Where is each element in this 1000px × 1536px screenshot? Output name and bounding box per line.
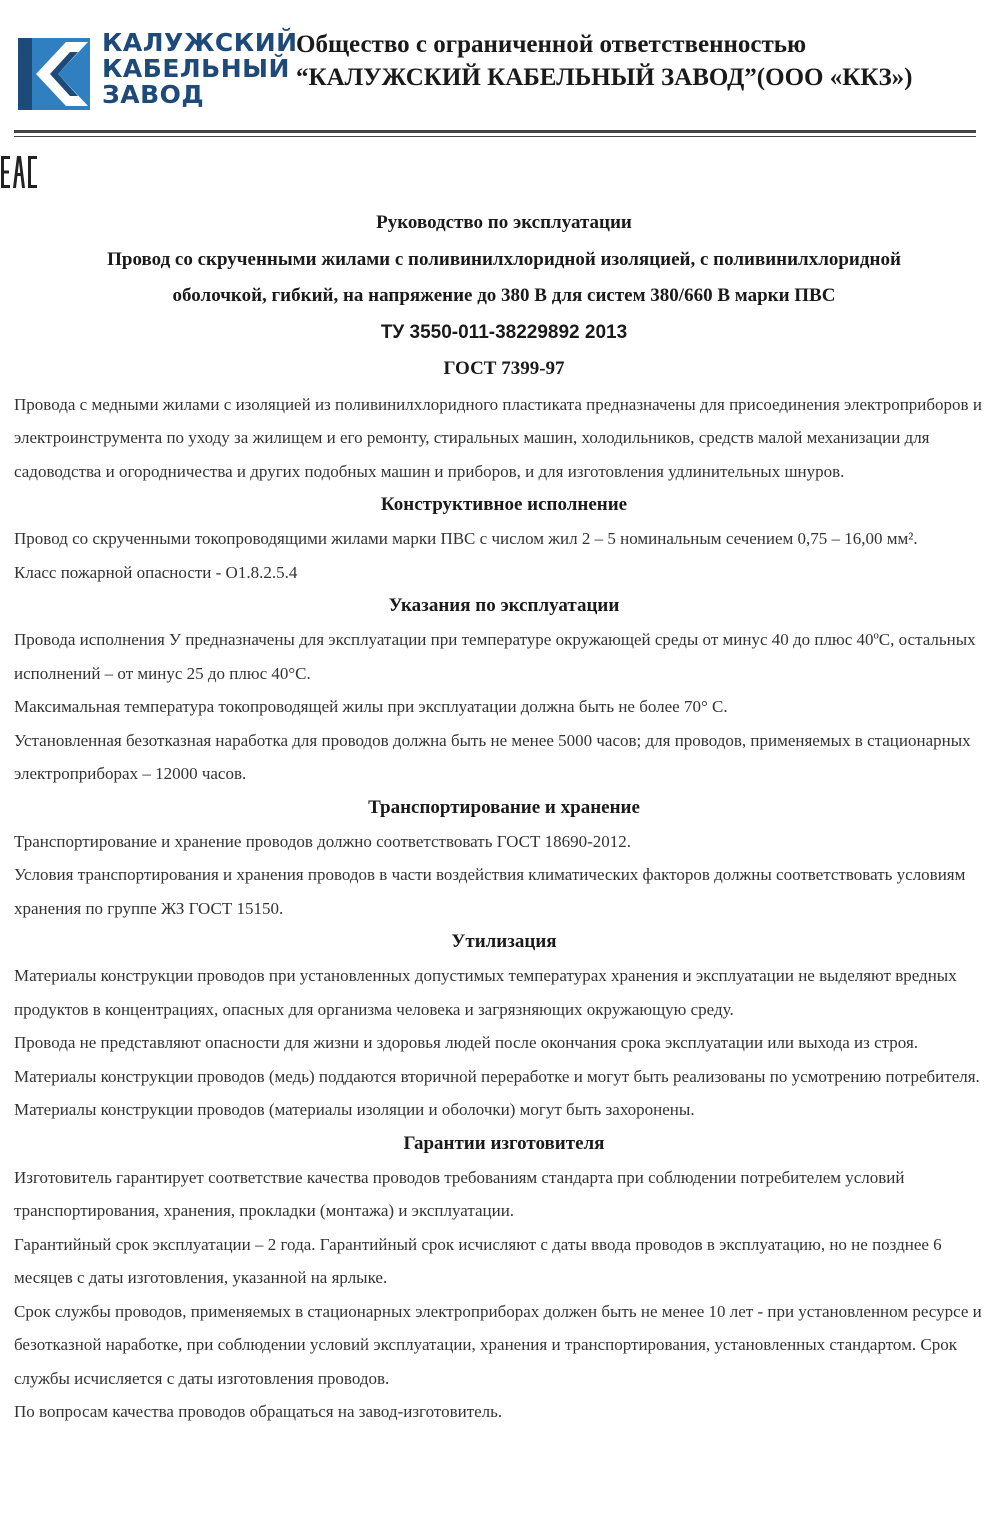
logo-line-2: КАБЕЛЬНЫЙ	[102, 54, 290, 83]
document-gost: ГОСТ 7399-97	[443, 358, 565, 379]
document-header	[14, 26, 986, 122]
logo-line-3: ЗАВОД	[102, 80, 205, 109]
transport-paragraph-1: Транспортирование и хранение проводов должно соответствовать ГОСТ 18690-2012.	[14, 831, 631, 851]
section-title-construction: Конструктивное исполнение	[380, 494, 628, 515]
company-name-line-2: “КАЛУЖСКИЙ КАБЕЛЬНЫЙ ЗАВОД”(ООО «ККЗ»)	[296, 64, 913, 91]
company-name-line-1: Общество с ограниченной ответственностью	[296, 31, 807, 58]
construction-paragraph-1: Провод со скрученными токопроводящими жилами марки ПВС с числом жил 2 – 5 номинальным сечением 0,75 – 16,00 мм².	[14, 529, 918, 548]
document-body	[14, 205, 994, 1429]
document-title: Руководство по эксплуатации	[376, 212, 632, 233]
operation-paragraph-1: Провода исполнения У предназначены для эксплуатации при температуре окружающей среды от минус 40 до плюс 40ºС, остальных исполнений – от минус 25 до плюс 40°С.	[14, 630, 976, 683]
logo-k-mark-icon	[14, 34, 94, 114]
header-divider-thick	[14, 130, 976, 133]
transport-paragraph-2: Условия транспортирования и хранения проводов в части воздействия климатических факторов должны соответствовать условиям хранения по группе ЖЗ ГОСТ 15150.	[14, 865, 966, 918]
construction-paragraph-2: Класс пожарной опасности - О1.8.2.5.4	[14, 562, 298, 582]
section-title-transport: Транспортирование и хранение	[368, 796, 640, 818]
operation-paragraph-2: Максимальная температура токопроводящей жилы при эксплуатации должна быть не более 70° С.	[14, 697, 728, 716]
operation-paragraph-3: Установленная безотказная наработка для проводов должна быть не менее 5000 часов; для проводов, применяемых в стационарных электроприборах – 12000 часов.	[14, 730, 971, 783]
document-title-block	[14, 205, 994, 388]
warranty-paragraph-3: Срок службы проводов, применяемых в стационарных электроприборах должен быть не менее 10 лет - при установленном ресурсе и безотказной наработке, при соблюдении условий эксплуатации, хранения и транспортирования, установленных стандартом. Срок службы исчисляется с даты изготовления проводов.	[14, 1301, 982, 1388]
disposal-paragraph-1: Материалы конструкции проводов при установленных допустимых температурах хранения и эксплуатации не выделяют вредных продуктов в концентрациях, опасных для организма человека и загрязняющих окружающую среду.	[14, 966, 957, 1019]
section-title-warranty: Гарантии изготовителя	[403, 1132, 605, 1154]
document-subtitle-line-2: оболочкой, гибкий, на напряжение до 380 В для систем 380/660 В марки ПВС	[172, 285, 836, 306]
intro-paragraph: Провода с медными жилами с изоляцией из поливинилхлоридного пластиката предназначены для присоединения электроприборов и электроинструмента по уходу за жилищем и его ремонту, стиральных машин, холодильников, средств малой механизации для садоводства и огородничества и других подобных машин и приборов, и для изготовления удлинительных шнуров.	[14, 394, 982, 481]
header-divider-thin	[14, 136, 976, 137]
warranty-paragraph-1: Изготовитель гарантирует соответствие качества проводов требованиям стандарта при соблюдении потребителем условий транспортирования, хранения, прокладки (монтажа) и эксплуатации.	[14, 1167, 905, 1220]
warranty-paragraph-2: Гарантийный срок эксплуатации – 2 года. Гарантийный срок исчисляют с даты ввода проводов в эксплуатацию, но не позднее 6 месяцев с даты изготовления, указанной на ярлыке.	[14, 1234, 942, 1287]
disposal-paragraph-2: Провода не представляют опасности для жизни и здоровья людей после окончания срока эксплуатации или выхода из строя. Материалы конструкции проводов (медь) поддаются вторичной переработке и могут быть реализованы по усмотрению потребителя. Материалы конструкции проводов (материалы изоляции и оболочки) могут быть захоронены.	[14, 1033, 980, 1119]
section-title-operation: Указания по эксплуатации	[388, 595, 620, 616]
section-title-disposal: Утилизация	[451, 931, 557, 952]
eac-certification-icon	[0, 152, 40, 192]
logo-line-1: КАЛУЖСКИЙ	[102, 28, 298, 57]
warranty-paragraph-4: По вопросам качества проводов обращаться на завод-изготовитель.	[14, 1402, 503, 1421]
document-subtitle-line-1: Провод со скрученными жилами с поливинилхлоридной изоляцией, с поливинилхлоридной	[107, 248, 901, 270]
logo-wordmark	[102, 30, 298, 108]
document-tu: ТУ 3550-011-38229892 2013	[380, 321, 628, 343]
company-logo	[14, 26, 298, 118]
company-name	[296, 28, 913, 94]
